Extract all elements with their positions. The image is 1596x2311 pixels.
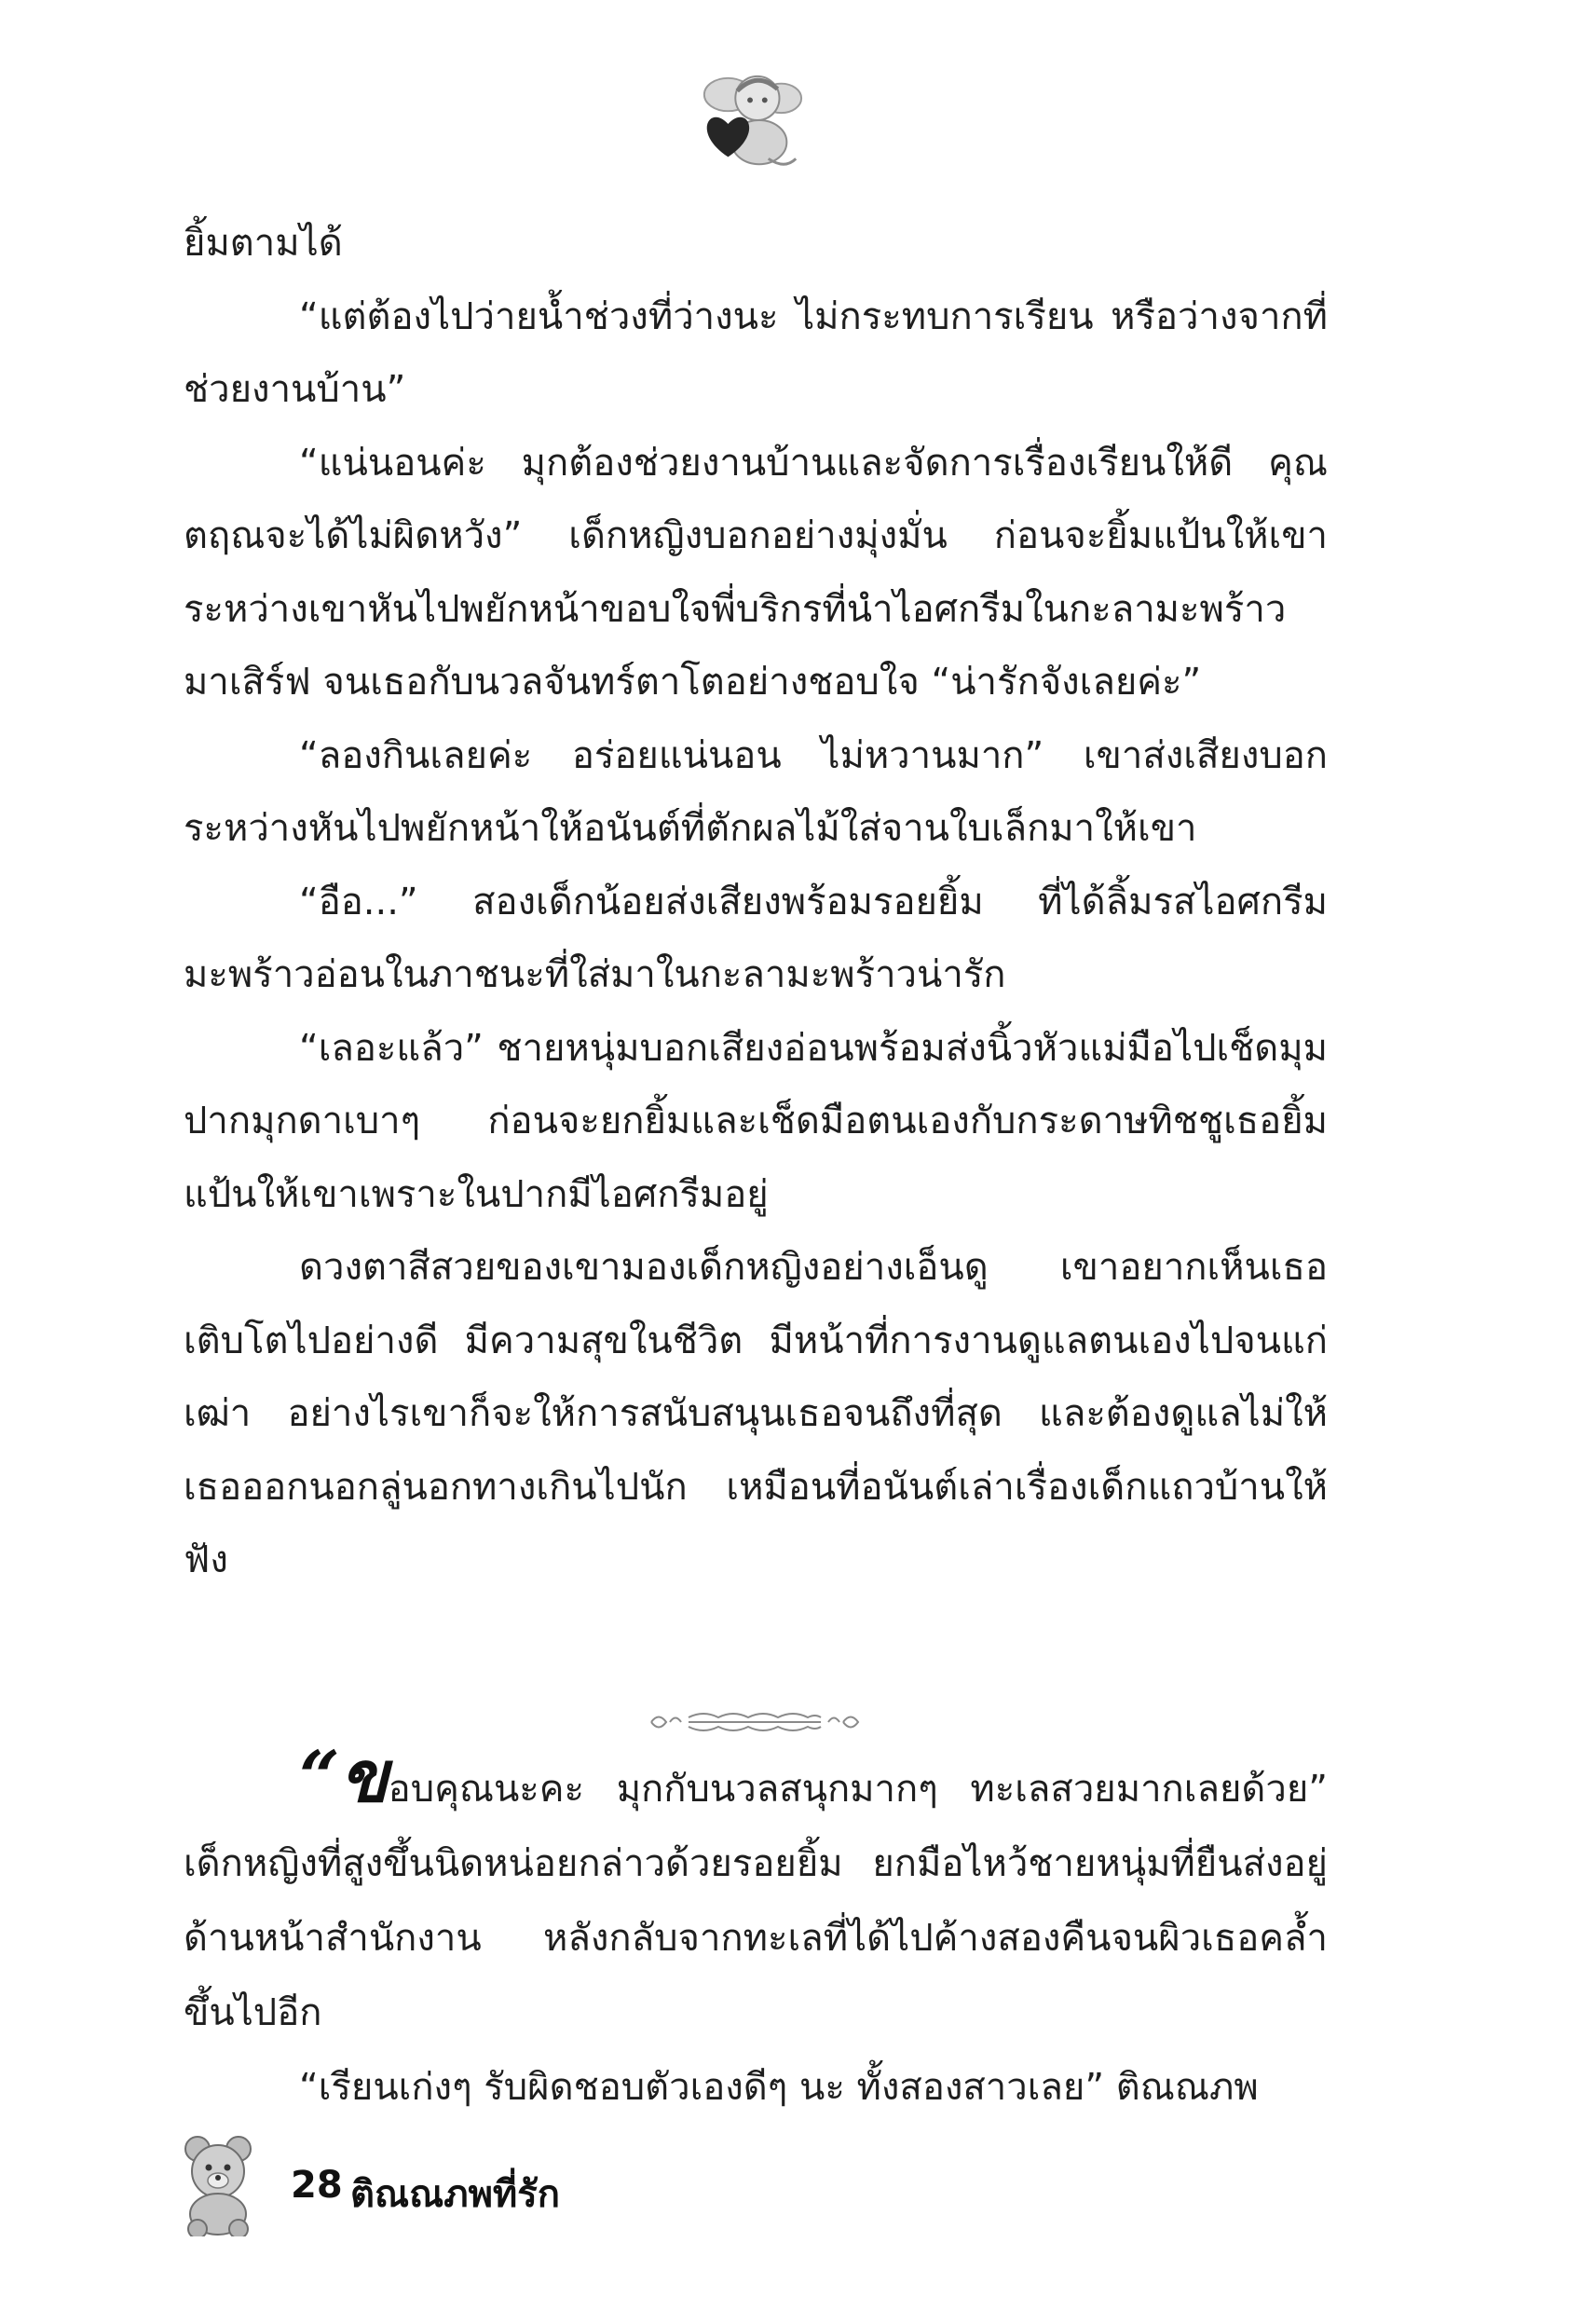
ornamental-divider-icon (648, 1708, 862, 1736)
paragraph: ยิ้มตามได้ (184, 222, 343, 265)
paragraph (184, 1735, 1328, 2050)
cherub-heart-icon (697, 67, 807, 177)
paragraph: “ลองกินเลยค่ะ อร่อยแน่นอน ไม่หวานมาก” เขาส่งเสียงบอกระหว่างหันไปพยักหน้าให้อนันต์ที่ตักผลไม้ใส่จานใบเล็กมาให้เขา (184, 733, 1328, 850)
book-title: ติณณภพที่รัก (350, 2173, 560, 2216)
paragraph: ดวงตาสีสวยของเขามองเด็กหญิงอย่างเอ็นดู เขาอยากเห็นเธอเติบโตไปอย่างดี มีความสุขในชีวิต มีหน้าที่การงานดูแลตนเองไปจนแก่เฒ่า อย่างไรเขาก็จะให้การสนับสนุนเธอจนถึงที่สุด และต้องดูแลไม่ให้เธอออกนอกลู่นอกทางเกินไปนัก เหมือนที่อนันต์เล่าเรื่องเด็กแถวบ้านให้ฟัง (184, 1246, 1328, 1581)
page-number: 28 (291, 2164, 343, 2207)
teddy-bear-icon (177, 2134, 263, 2236)
paragraph: “แน่นอนค่ะ มุกต้องช่วยงานบ้านและจัดการเรื่องเรียนให้ดี คุณตฤณจะได้ไม่ผิดหวัง” เด็กหญิงบอกอย่างมุ่งมั่น ก่อนจะยิ้มแป้นให้เขา ระหว่างเขาหันไปพยักหน้าขอบใจพี่บริกรที่นำไอศกรีมในกะลามะพร้าวมาเสิร์ฟ จนเธอกับนวลจันทร์ตาโตอย่างชอบใจ “น่ารักจังเลยค่ะ” (184, 441, 1328, 704)
paragraph: “แต่ต้องไปว่ายน้ำช่วงที่ว่างนะ ไม่กระทบการเรียน หรือว่างจากที่ช่วยงานบ้าน” (184, 294, 1328, 411)
paragraph-text: อบคุณนะคะ มุกกับนวลสนุกมากๆ ทะเลสวยมากเลยด้วย” เด็กหญิงที่สูงขึ้นนิดหน่อยกล่าวด้วยรอยยิ้ม ยกมือไหว้ชายหนุ่มที่ยืนส่งอยู่ด้านหน้าสำนักงาน หลังกลับจากทะเลที่ได้ไปค้างสองคืนจนผิวเธอคล้ำขึ้นไปอีก (184, 1768, 1328, 2034)
main-text (184, 207, 1328, 1597)
paragraph: “เลอะแล้ว” ชายหนุ่มบอกเสียงอ่อนพร้อมส่งนิ้วหัวแม่มือไปเช็ดมุมปากมุกดาเบาๆ ก่อนจะยกยิ้มและเช็ดมือตนเองกับกระดาษทิชชูเธอยิ้มแป้นให้เขาเพราะในปากมีไอศกรีมอยู่ (184, 1026, 1328, 1216)
page-footer (177, 2134, 829, 2236)
paragraph: “เรียนเก่งๆ รับผิดชอบตัวเองดีๆ นะ ทั้งสองสาวเลย” ติณณภพ (299, 2066, 1259, 2109)
section-text (184, 1735, 1328, 2125)
paragraph: “อือ...” สองเด็กน้อยส่งเสียงพร้อมรอยยิ้ม ที่ได้ลิ้มรสไอศกรีมมะพร้าวอ่อนในภาชนะที่ใส่มาในกะลามะพร้าวน่ารัก (184, 880, 1328, 996)
drop-cap: “ข (299, 1735, 389, 1818)
